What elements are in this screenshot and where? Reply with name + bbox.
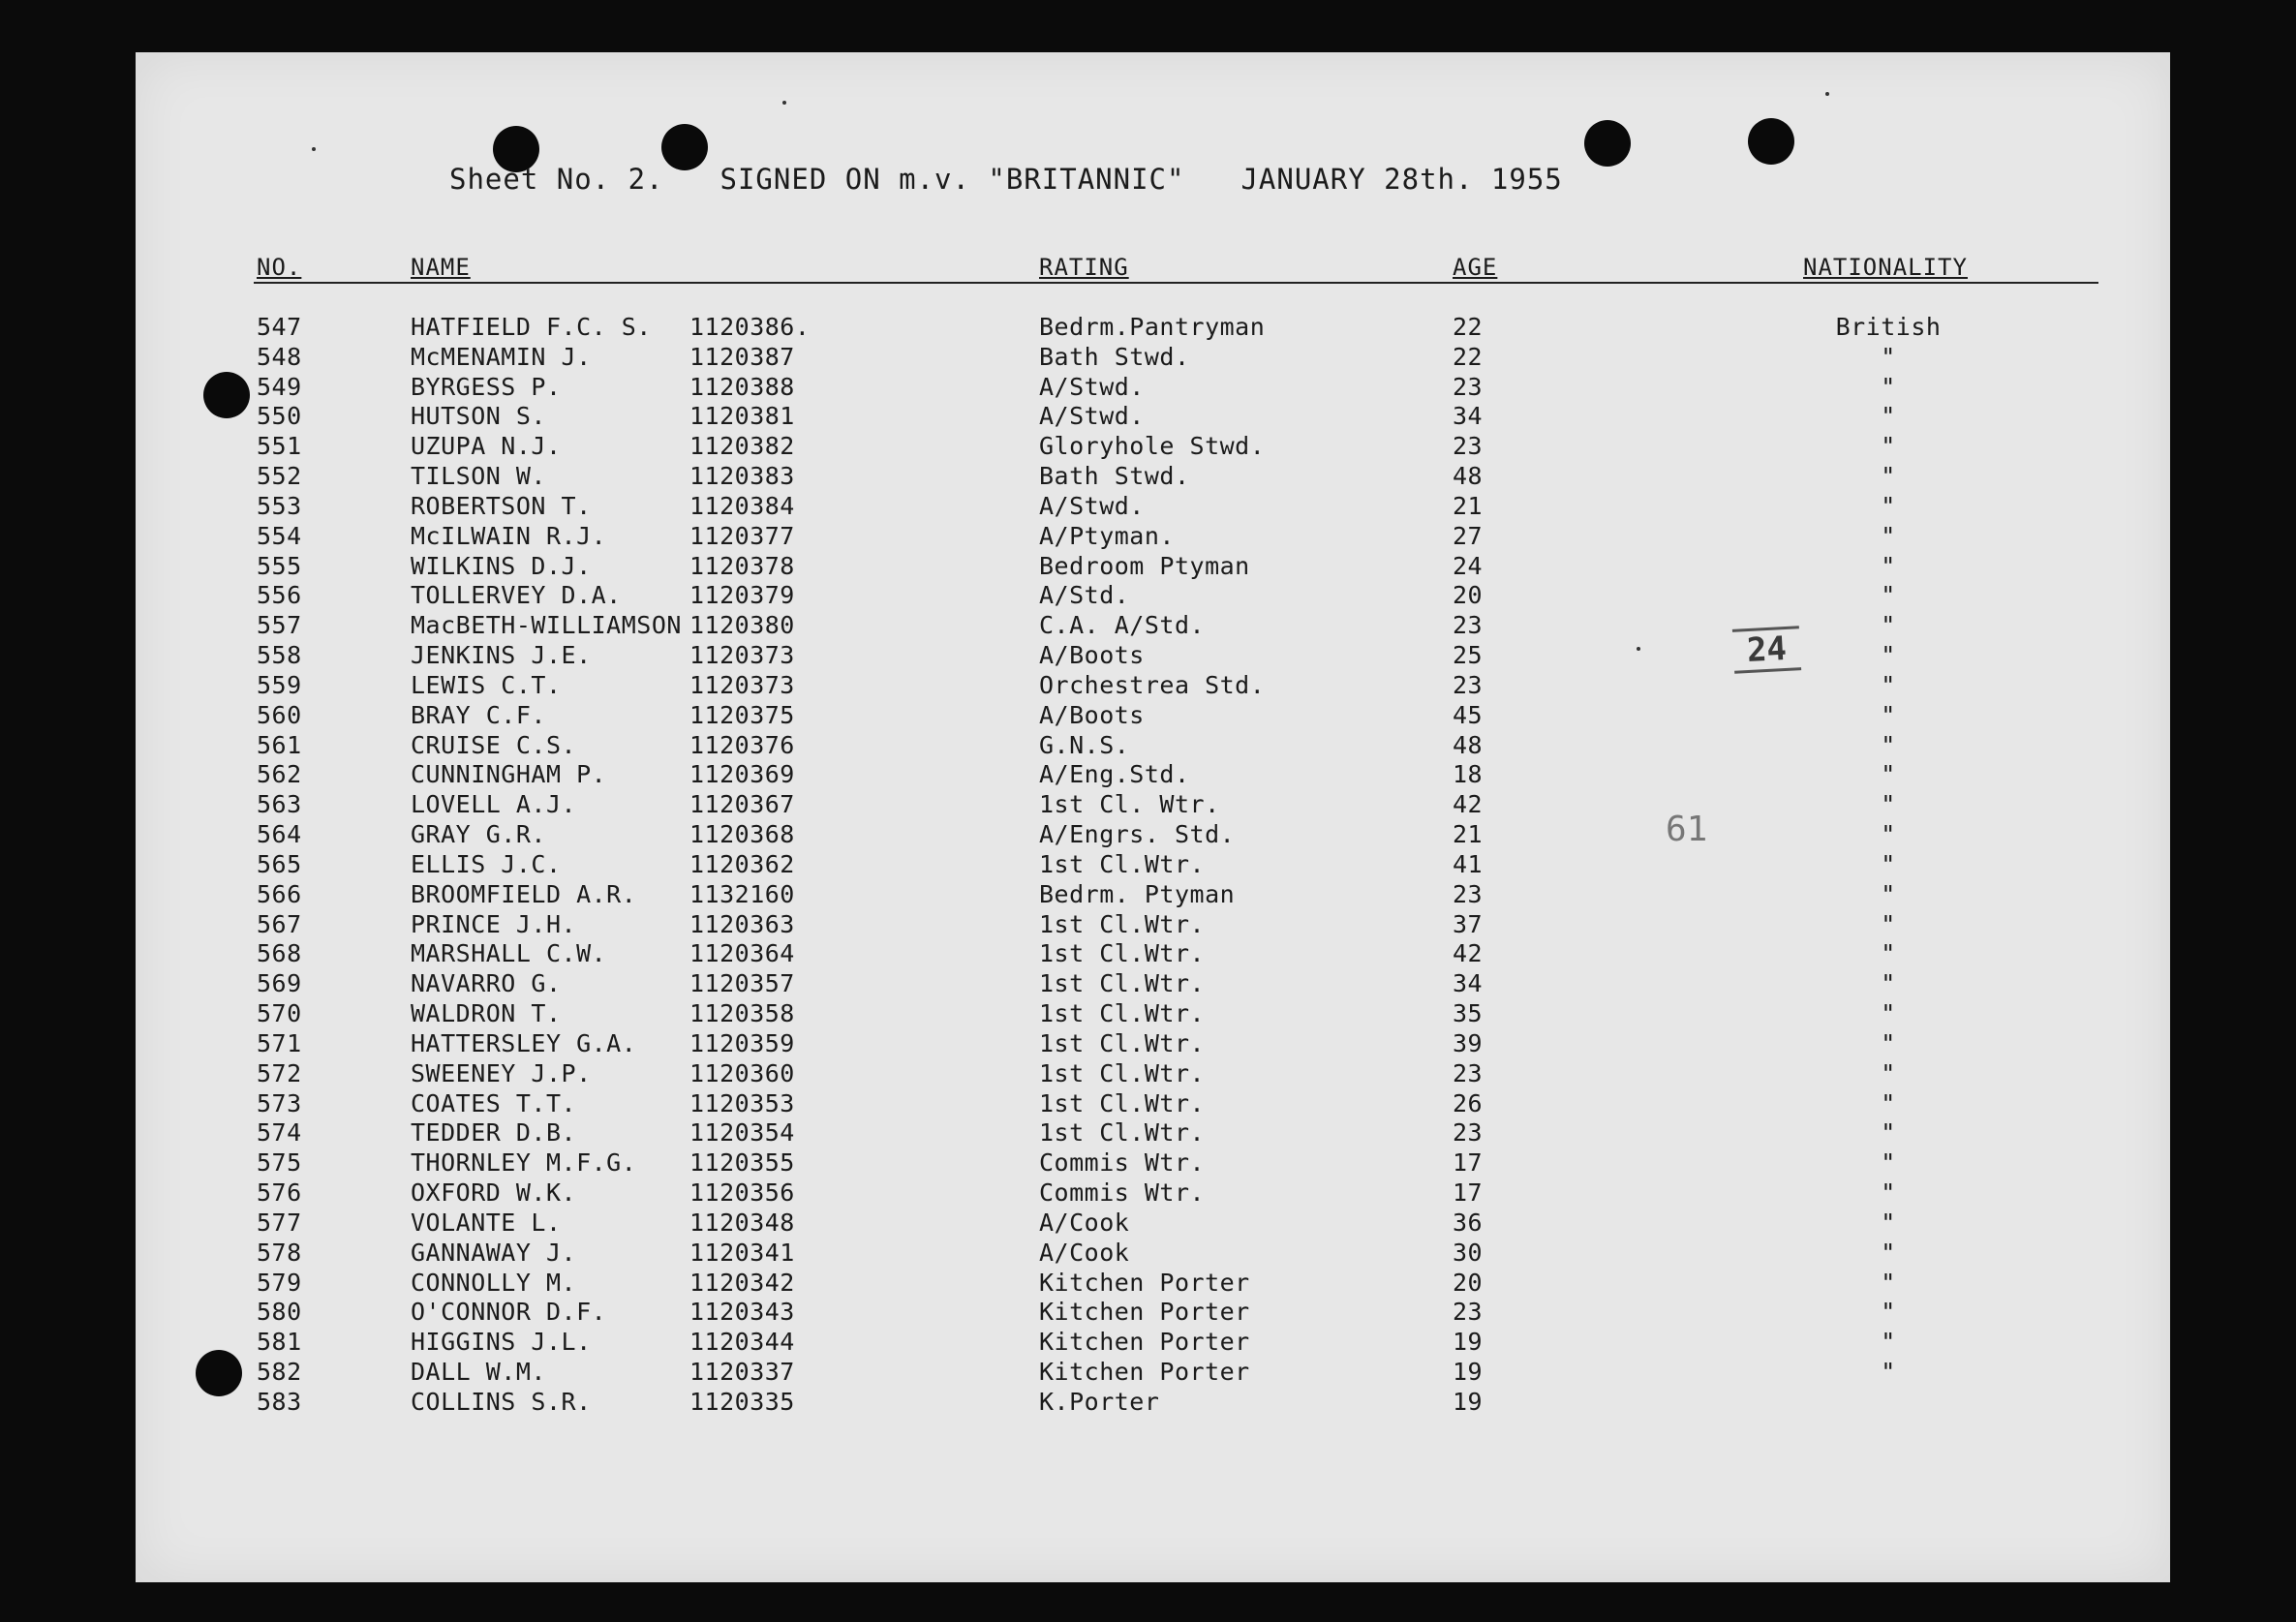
row-age: 23 <box>1453 880 1484 908</box>
row-name: GRAY G.R. <box>411 820 546 848</box>
row-nationality: " <box>1881 641 1896 669</box>
row-rating: C.A. A/Std. <box>1039 611 1206 639</box>
row-age: 21 <box>1453 492 1484 520</box>
row-rating: 1st Cl.Wtr. <box>1039 1089 1206 1117</box>
row-name: JENKINS J.E. <box>411 641 592 669</box>
sheet-header <box>449 163 1563 196</box>
table-row <box>0 820 2296 849</box>
row-name: CRUISE C.S. <box>411 731 577 759</box>
row-name: BRAY C.F. <box>411 701 546 729</box>
dust-speck <box>312 147 316 151</box>
row-age: 19 <box>1453 1328 1484 1356</box>
row-number: 566 <box>257 880 302 908</box>
table-row <box>0 1388 2296 1417</box>
row-number: 554 <box>257 522 302 550</box>
dust-speck <box>782 101 786 105</box>
row-age: 20 <box>1453 581 1484 609</box>
row-name: WILKINS D.J. <box>411 552 592 580</box>
row-nationality: " <box>1881 1269 1896 1297</box>
row-name: McILWAIN R.J. <box>411 522 607 550</box>
row-number: 553 <box>257 492 302 520</box>
row-rating: 1st Cl.Wtr. <box>1039 999 1206 1027</box>
row-name: HIGGINS J.L. <box>411 1328 592 1356</box>
table-row <box>0 880 2296 909</box>
row-age: 39 <box>1453 1029 1484 1057</box>
table-row <box>0 790 2296 819</box>
row-age: 42 <box>1453 939 1484 967</box>
table-row <box>0 552 2296 581</box>
row-number: 555 <box>257 552 302 580</box>
row-discharge-number: 1120380 <box>689 611 795 639</box>
row-discharge-number: 1120348 <box>689 1209 795 1237</box>
row-discharge-number: 1120384 <box>689 492 795 520</box>
table-row <box>0 462 2296 491</box>
row-name: DALL W.M. <box>411 1358 546 1386</box>
row-rating: Gloryhole Stwd. <box>1039 432 1266 460</box>
table-row <box>0 492 2296 521</box>
row-number: 572 <box>257 1059 302 1087</box>
row-name: WALDRON T. <box>411 999 562 1027</box>
row-discharge-number: 1120357 <box>689 969 795 997</box>
row-rating: 1st Cl.Wtr. <box>1039 969 1206 997</box>
row-name: BROOMFIELD A.R. <box>411 880 637 908</box>
row-name: HUTSON S. <box>411 402 546 430</box>
row-discharge-number: 1120364 <box>689 939 795 967</box>
row-rating: Kitchen Porter <box>1039 1298 1250 1326</box>
row-rating: A/Eng.Std. <box>1039 760 1190 788</box>
row-nationality: " <box>1881 850 1896 878</box>
column-header-nationality: NATIONALITY <box>1803 254 1968 281</box>
row-name: SWEENEY J.P. <box>411 1059 592 1087</box>
row-name: UZUPA N.J. <box>411 432 562 460</box>
column-header-rating: RATING <box>1039 254 1129 281</box>
row-name: MARSHALL C.W. <box>411 939 607 967</box>
row-discharge-number: 1120362 <box>689 850 795 878</box>
row-discharge-number: 1120353 <box>689 1089 795 1117</box>
row-name: HATFIELD F.C. S. <box>411 313 652 341</box>
row-discharge-number: 1120376 <box>689 731 795 759</box>
row-number: 573 <box>257 1089 302 1117</box>
row-discharge-number: 1132160 <box>689 880 795 908</box>
row-name: CUNNINGHAM P. <box>411 760 607 788</box>
row-age: 34 <box>1453 969 1484 997</box>
row-age: 17 <box>1453 1178 1484 1207</box>
row-number: 581 <box>257 1328 302 1356</box>
table-row <box>0 1328 2296 1357</box>
row-discharge-number: 1120373 <box>689 641 795 669</box>
row-age: 19 <box>1453 1388 1484 1416</box>
row-number: 552 <box>257 462 302 490</box>
row-nationality: " <box>1881 969 1896 997</box>
row-rating: A/Boots <box>1039 641 1145 669</box>
row-age: 21 <box>1453 820 1484 848</box>
table-row <box>0 1358 2296 1387</box>
punch-hole <box>1748 118 1794 165</box>
row-nationality: " <box>1881 701 1896 729</box>
row-nationality: " <box>1881 1358 1896 1386</box>
row-rating: Orchestrea Std. <box>1039 671 1266 699</box>
row-rating: A/Cook <box>1039 1209 1130 1237</box>
row-rating: Kitchen Porter <box>1039 1328 1250 1356</box>
row-discharge-number: 1120363 <box>689 910 795 938</box>
table-row <box>0 373 2296 402</box>
row-age: 17 <box>1453 1148 1484 1177</box>
row-nationality: " <box>1881 402 1896 430</box>
row-nationality: " <box>1881 1118 1896 1147</box>
row-number: 583 <box>257 1388 302 1416</box>
row-name: PRINCE J.H. <box>411 910 577 938</box>
row-nationality: " <box>1881 581 1896 609</box>
row-number: 559 <box>257 671 302 699</box>
row-number: 569 <box>257 969 302 997</box>
sheet-title: SIGNED ON m.v. "BRITANNIC" <box>719 163 1185 196</box>
row-rating: G.N.S. <box>1039 731 1130 759</box>
row-name: BYRGESS P. <box>411 373 562 401</box>
row-discharge-number: 1120356 <box>689 1178 795 1207</box>
row-name: TOLLERVEY D.A. <box>411 581 622 609</box>
row-rating: Commis Wtr. <box>1039 1178 1206 1207</box>
row-number: 550 <box>257 402 302 430</box>
row-number: 556 <box>257 581 302 609</box>
row-age: 22 <box>1453 343 1484 371</box>
table-row <box>0 432 2296 461</box>
row-name: VOLANTE L. <box>411 1209 562 1237</box>
row-rating: Bedrm. Ptyman <box>1039 880 1236 908</box>
row-rating: A/Cook <box>1039 1239 1130 1267</box>
table-row <box>0 760 2296 789</box>
row-number: 549 <box>257 373 302 401</box>
row-number: 578 <box>257 1239 302 1267</box>
row-rating: 1st Cl.Wtr. <box>1039 1029 1206 1057</box>
row-rating: A/Stwd. <box>1039 492 1145 520</box>
table-row <box>0 910 2296 939</box>
row-age: 42 <box>1453 790 1484 818</box>
column-header-no: NO. <box>257 254 302 281</box>
table-row <box>0 701 2296 730</box>
row-age: 23 <box>1453 671 1484 699</box>
row-number: 562 <box>257 760 302 788</box>
row-discharge-number: 1120341 <box>689 1239 795 1267</box>
table-row <box>0 939 2296 968</box>
dust-speck <box>1825 92 1829 96</box>
row-name: GANNAWAY J. <box>411 1239 577 1267</box>
row-discharge-number: 1120375 <box>689 701 795 729</box>
row-nationality: " <box>1881 1328 1896 1356</box>
row-age: 23 <box>1453 1118 1484 1147</box>
table-row <box>0 1239 2296 1268</box>
column-header-age: AGE <box>1453 254 1498 281</box>
row-age: 30 <box>1453 1239 1484 1267</box>
row-rating: A/Std. <box>1039 581 1130 609</box>
row-number: 574 <box>257 1118 302 1147</box>
row-discharge-number: 1120343 <box>689 1298 795 1326</box>
row-name: COLLINS S.R. <box>411 1388 592 1416</box>
table-row <box>0 1059 2296 1088</box>
row-number: 551 <box>257 432 302 460</box>
row-rating: Kitchen Porter <box>1039 1358 1250 1386</box>
row-discharge-number: 1120358 <box>689 999 795 1027</box>
table-row <box>0 1209 2296 1238</box>
table-row <box>0 1148 2296 1178</box>
row-name: NAVARRO G. <box>411 969 562 997</box>
table-row <box>0 1298 2296 1327</box>
row-discharge-number: 1120369 <box>689 760 795 788</box>
row-age: 34 <box>1453 402 1484 430</box>
row-number: 560 <box>257 701 302 729</box>
row-discharge-number: 1120387 <box>689 343 795 371</box>
row-age: 48 <box>1453 731 1484 759</box>
row-number: 577 <box>257 1209 302 1237</box>
row-age: 20 <box>1453 1269 1484 1297</box>
row-nationality: " <box>1881 731 1896 759</box>
row-age: 22 <box>1453 313 1484 341</box>
table-row <box>0 1029 2296 1058</box>
row-discharge-number: 1120373 <box>689 671 795 699</box>
table-row <box>0 343 2296 372</box>
table-row <box>0 1178 2296 1208</box>
table-row <box>0 731 2296 760</box>
row-age: 23 <box>1453 1059 1484 1087</box>
row-age: 23 <box>1453 373 1484 401</box>
row-name: HATTERSLEY G.A. <box>411 1029 637 1057</box>
row-nationality: " <box>1881 343 1896 371</box>
row-nationality: " <box>1881 880 1896 908</box>
row-discharge-number: 1120378 <box>689 552 795 580</box>
row-nationality: " <box>1881 1089 1896 1117</box>
table-row <box>0 581 2296 610</box>
row-rating: Commis Wtr. <box>1039 1148 1206 1177</box>
row-rating: A/Engrs. Std. <box>1039 820 1236 848</box>
row-discharge-number: 1120360 <box>689 1059 795 1087</box>
row-number: 568 <box>257 939 302 967</box>
row-name: THORNLEY M.F.G. <box>411 1148 637 1177</box>
row-nationality: " <box>1881 1178 1896 1207</box>
row-number: 547 <box>257 313 302 341</box>
row-age: 36 <box>1453 1209 1484 1237</box>
row-rating: 1st Cl.Wtr. <box>1039 939 1206 967</box>
row-number: 548 <box>257 343 302 371</box>
row-age: 19 <box>1453 1358 1484 1386</box>
row-name: COATES T.T. <box>411 1089 577 1117</box>
row-discharge-number: 1120367 <box>689 790 795 818</box>
row-rating: A/Stwd. <box>1039 402 1145 430</box>
row-rating: A/Stwd. <box>1039 373 1145 401</box>
row-number: 563 <box>257 790 302 818</box>
row-rating: Kitchen Porter <box>1039 1269 1250 1297</box>
row-nationality: " <box>1881 820 1896 848</box>
table-row <box>0 999 2296 1028</box>
row-rating: A/Boots <box>1039 701 1145 729</box>
row-age: 26 <box>1453 1089 1484 1117</box>
row-rating: Bedroom Ptyman <box>1039 552 1250 580</box>
row-number: 582 <box>257 1358 302 1386</box>
punch-hole <box>1584 120 1631 167</box>
row-age: 23 <box>1453 611 1484 639</box>
row-nationality: " <box>1881 999 1896 1027</box>
row-rating: 1st Cl.Wtr. <box>1039 910 1206 938</box>
row-discharge-number: 1120377 <box>689 522 795 550</box>
row-name: McMENAMIN J. <box>411 343 592 371</box>
row-nationality: " <box>1881 760 1896 788</box>
row-rating: K.Porter <box>1039 1388 1160 1416</box>
row-name: ROBERTSON T. <box>411 492 592 520</box>
row-nationality: " <box>1881 1029 1896 1057</box>
row-nationality: " <box>1881 1209 1896 1237</box>
row-name: ELLIS J.C. <box>411 850 562 878</box>
row-rating: Bath Stwd. <box>1039 462 1190 490</box>
row-age: 48 <box>1453 462 1484 490</box>
row-discharge-number: 1120368 <box>689 820 795 848</box>
table-row <box>0 850 2296 879</box>
row-discharge-number: 1120379 <box>689 581 795 609</box>
row-name: LEWIS C.T. <box>411 671 562 699</box>
row-nationality: " <box>1881 1148 1896 1177</box>
row-rating: 1st Cl.Wtr. <box>1039 1059 1206 1087</box>
row-nationality: " <box>1881 671 1896 699</box>
row-rating: Bath Stwd. <box>1039 343 1190 371</box>
row-age: 35 <box>1453 999 1484 1027</box>
row-name: LOVELL A.J. <box>411 790 577 818</box>
row-nationality: " <box>1881 939 1896 967</box>
row-nationality: " <box>1881 1298 1896 1326</box>
sheet-number: Sheet No. 2. <box>449 163 664 196</box>
row-discharge-number: 1120388 <box>689 373 795 401</box>
row-rating: 1st Cl. Wtr. <box>1039 790 1220 818</box>
row-age: 41 <box>1453 850 1484 878</box>
row-discharge-number: 1120383 <box>689 462 795 490</box>
row-rating: 1st Cl.Wtr. <box>1039 850 1206 878</box>
row-rating: Bedrm.Pantryman <box>1039 313 1266 341</box>
table-row <box>0 313 2296 342</box>
table-row <box>0 969 2296 998</box>
row-discharge-number: 1120382 <box>689 432 795 460</box>
row-name: TEDDER D.B. <box>411 1118 577 1147</box>
struck-annotation: 24 <box>1732 626 1801 674</box>
table-row <box>0 1118 2296 1148</box>
row-number: 570 <box>257 999 302 1027</box>
table-row <box>0 402 2296 431</box>
row-number: 576 <box>257 1178 302 1207</box>
row-age: 45 <box>1453 701 1484 729</box>
row-rating: A/Ptyman. <box>1039 522 1175 550</box>
row-nationality: " <box>1881 462 1896 490</box>
row-discharge-number: 1120381 <box>689 402 795 430</box>
row-name: CONNOLLY M. <box>411 1269 577 1297</box>
sheet-date: JANUARY 28th. 1955 <box>1240 163 1563 196</box>
row-number: 564 <box>257 820 302 848</box>
row-nationality: " <box>1881 790 1896 818</box>
row-number: 571 <box>257 1029 302 1057</box>
row-discharge-number: 1120359 <box>689 1029 795 1057</box>
row-nationality: " <box>1881 373 1896 401</box>
row-number: 561 <box>257 731 302 759</box>
row-nationality: " <box>1881 432 1896 460</box>
row-discharge-number: 1120386. <box>689 313 811 341</box>
row-discharge-number: 1120354 <box>689 1118 795 1147</box>
row-rating: 1st Cl.Wtr. <box>1039 1118 1206 1147</box>
row-nationality: " <box>1881 1059 1896 1087</box>
column-header-name: NAME <box>411 254 471 281</box>
row-age: 18 <box>1453 760 1484 788</box>
row-discharge-number: 1120337 <box>689 1358 795 1386</box>
row-nationality: " <box>1881 611 1896 639</box>
row-age: 23 <box>1453 432 1484 460</box>
row-nationality: " <box>1881 1239 1896 1267</box>
row-name: O'CONNOR D.F. <box>411 1298 607 1326</box>
row-name: TILSON W. <box>411 462 546 490</box>
row-discharge-number: 1120342 <box>689 1269 795 1297</box>
header-rule <box>254 282 2098 284</box>
row-age: 37 <box>1453 910 1484 938</box>
row-name: OXFORD W.K. <box>411 1178 577 1207</box>
row-discharge-number: 1120344 <box>689 1328 795 1356</box>
table-row <box>0 1269 2296 1298</box>
row-number: 565 <box>257 850 302 878</box>
row-age: 27 <box>1453 522 1484 550</box>
table-row <box>0 522 2296 551</box>
row-number: 558 <box>257 641 302 669</box>
row-nationality: British <box>1835 313 1942 341</box>
row-age: 24 <box>1453 552 1484 580</box>
row-age: 25 <box>1453 641 1484 669</box>
table-row <box>0 641 2296 670</box>
row-name: MacBETH-WILLIAMSON <box>411 611 682 639</box>
table-row <box>0 611 2296 640</box>
row-number: 567 <box>257 910 302 938</box>
table-row <box>0 671 2296 700</box>
row-number: 579 <box>257 1269 302 1297</box>
row-nationality: " <box>1881 492 1896 520</box>
row-nationality: " <box>1881 552 1896 580</box>
row-number: 580 <box>257 1298 302 1326</box>
row-discharge-number: 1120335 <box>689 1388 795 1416</box>
row-age: 23 <box>1453 1298 1484 1326</box>
row-nationality: " <box>1881 522 1896 550</box>
row-number: 557 <box>257 611 302 639</box>
row-nationality: " <box>1881 910 1896 938</box>
row-number: 575 <box>257 1148 302 1177</box>
margin-note: 61 <box>1666 810 1708 849</box>
table-row <box>0 1089 2296 1118</box>
row-discharge-number: 1120355 <box>689 1148 795 1177</box>
